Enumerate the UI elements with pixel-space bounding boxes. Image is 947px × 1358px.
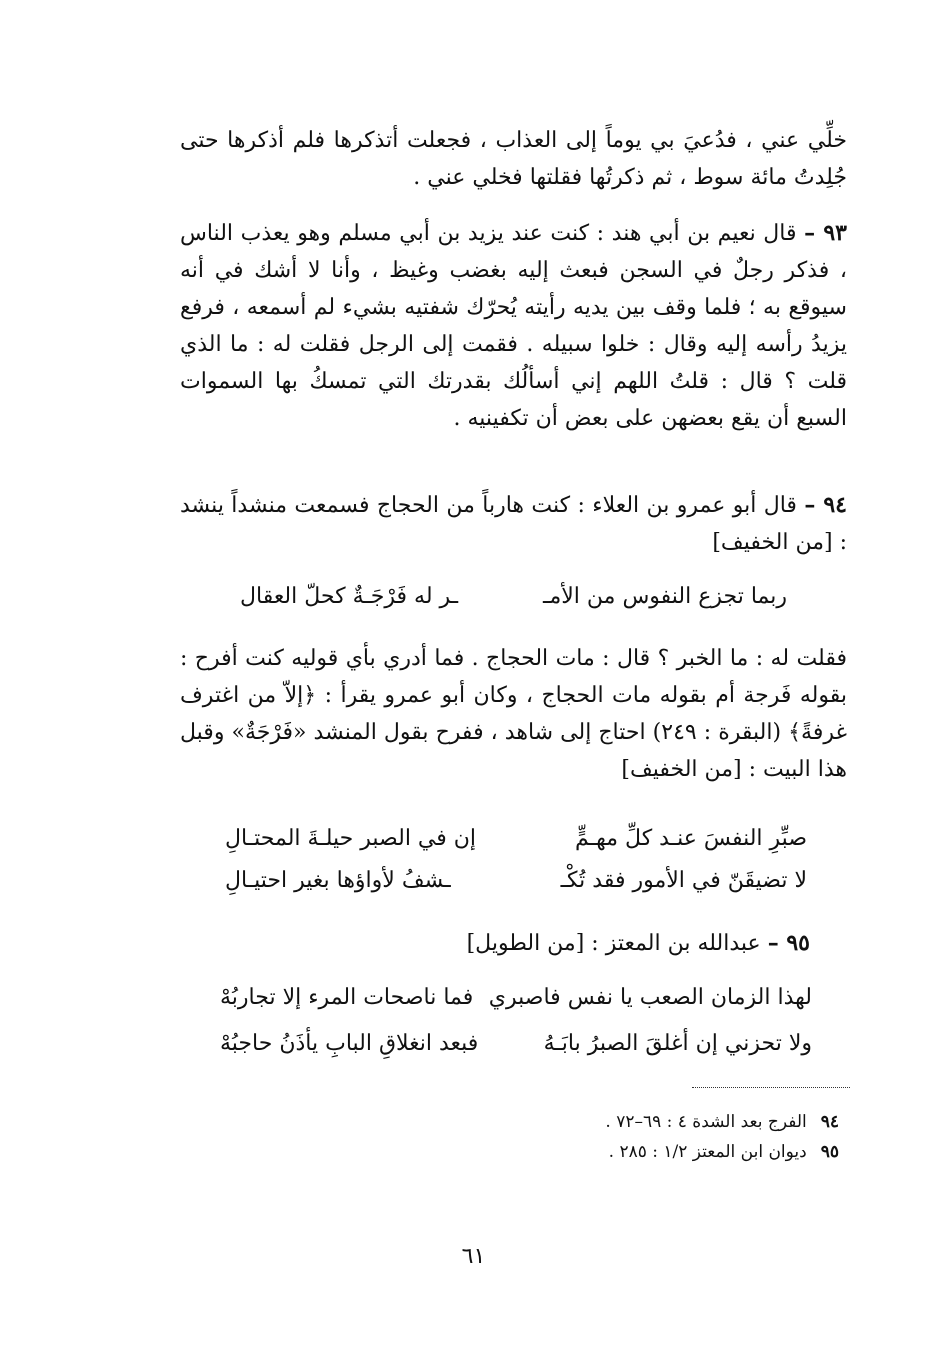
footnote-separator — [692, 1087, 850, 1088]
footnote-95-text: ديوان ابن المعتز ١/٢ : ٢٨٥ . — [608, 1142, 807, 1162]
paragraph-continuation: خلِّي عني ، فدُعيَ بي يوماً إلى العذاب ، فجعلت أتذكرها فلم أذكرها حتى جُلِدتُ مائة سوط ، ثم ذكرتُها فقلتها فخلي عني . — [180, 128, 847, 190]
entry-number-93: ٩٣ – — [804, 220, 847, 246]
entry-number-94: ٩٤ – — [804, 492, 847, 518]
entry-number-95: ٩٥ – — [767, 930, 810, 956]
verse-line-5 — [180, 1031, 847, 1071]
verse-3-second-hemistich: ـشفُ لأواؤها بغير احتيـالِ — [225, 868, 451, 893]
paragraph-93-text: قال نعيم بن أبي هند : كنت عند يزيد بن أبي مسلم وهو يعذب الناس ، فذكر رجلٌ في السجن فبعث إليه بغضب وغيظ ، وأنا لا أشك في أنه سيوقع به ؛ فلما وقف بين يديه رأيته يُحرّك شفتيه بشيء لم أسمعه ، فرفع يزيدُ رأسه إليه وقال : خلوا سبيله . فقمت إلى الرجل فقلت له : ما الذي قلت ؟ قال : قلتُ اللهم إني أسألُك بقدرتك التي تمسكُ بها السموات السبع أن يقع بعضهن على بعض أن تكفينيه . — [180, 221, 847, 431]
verse-4-second-hemistich: فما ناصحات المرء إلا تجاربُهْ — [220, 985, 474, 1010]
verse-5-first-hemistich: ولا تحزني إن أغلقَ الصبرُ بابَـهُ — [543, 1031, 812, 1056]
footnote-94 — [605, 1112, 839, 1132]
paragraph-94-continued: فقلت له : ما الخبر ؟ قال : مات الحجاج . فما أدري بأي قوليه كنت أفرح : بقوله فَرجة أم بقوله مات الحجاج ، وكان أبو عمرو يقرأ : ﴿إلاّ من اغترف غرفةً﴾ (البقرة : ٢٤٩) احتاج إلى شاهد ، ففرح بقول المنشد «فَرْجَةٌ» وقبل هذا البيت : [من الخفيف] — [180, 646, 847, 782]
footnote-94-text: الفرج بعد الشدة ٤ : ٦٩–٧٢ . — [605, 1112, 807, 1132]
verse-1-first-hemistich: ربما تجزع النفوس من الأمـ — [543, 584, 787, 609]
verse-line-4 — [180, 985, 847, 1025]
verse-line-2 — [180, 826, 847, 866]
footnote-94-number: ٩٤ — [820, 1112, 839, 1132]
verse-4-first-hemistich: لهذا الزمان الصعب يا نفس فاصبري — [488, 985, 812, 1010]
verse-1-second-hemistich: ـر له فَرْجَـةٌ كحلّ العقال — [240, 584, 459, 609]
paragraph-95 — [180, 925, 810, 962]
page-number: ٦١ — [461, 1244, 486, 1269]
paragraph-93 — [180, 215, 847, 437]
verse-line-1 — [180, 584, 847, 624]
verse-5-second-hemistich: فبعد انغلاقِ البابِ يأذَنُ حاجبُهْ — [220, 1031, 479, 1056]
footnote-95 — [609, 1142, 839, 1162]
verse-line-3 — [180, 868, 847, 908]
verse-2-first-hemistich: صبِّرِ النفسَ عنـد كلِّ مهـمٍّ — [575, 826, 807, 851]
paragraph-95-text: عبدالله بن المعتز : [من الطويل] — [466, 931, 761, 956]
verse-2-second-hemistich: إن في الصبر حيلـةَ المحتـالِ — [225, 826, 477, 851]
paragraph-94 — [180, 487, 847, 561]
verse-3-first-hemistich: لا تضيقَنّ في الأمور فقد تُكْـ — [560, 868, 807, 893]
footnote-95-number: ٩٥ — [820, 1142, 839, 1162]
paragraph-94-text: قال أبو عمرو بن العلاء : كنت هارباً من الحجاج فسمعت منشداً ينشد : [من الخفيف] — [180, 493, 847, 555]
